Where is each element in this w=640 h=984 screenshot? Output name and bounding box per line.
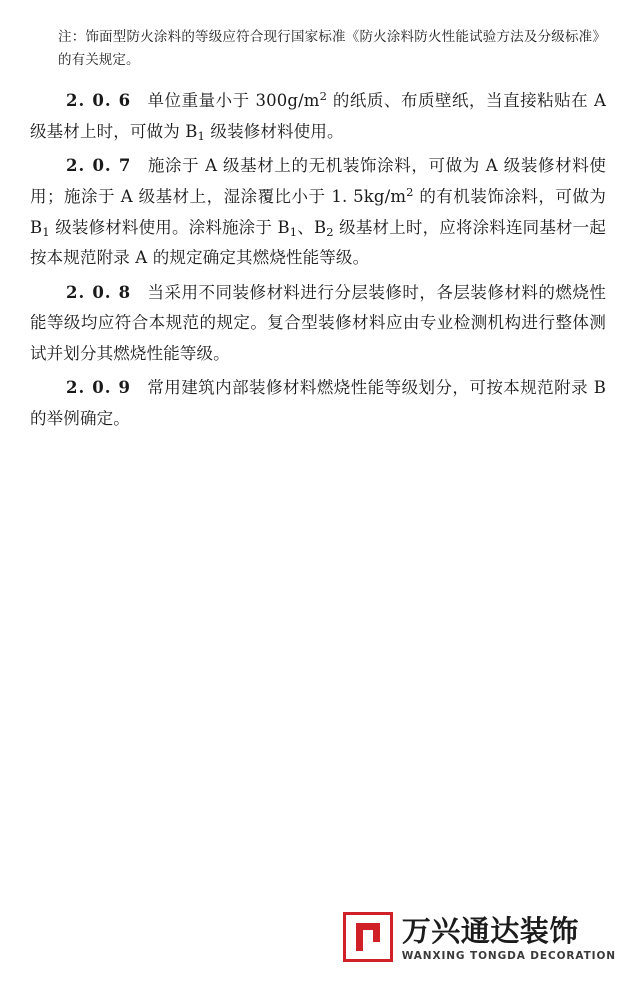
clause-text-run: B bbox=[30, 217, 43, 237]
clause-text-run: 1. 5kg/m bbox=[331, 186, 407, 206]
clause-text-run: A bbox=[205, 156, 218, 176]
clause-text-run: 的举例确定。 bbox=[30, 408, 130, 428]
logo-mark-icon bbox=[343, 912, 393, 962]
clause-text-run: 的纸质、布质壁纸，当直接粘贴在 bbox=[327, 91, 594, 111]
logo-company-name-en: WANXING TONGDA DECORATION bbox=[401, 950, 616, 962]
clause-number: 2. 0. 9 bbox=[66, 378, 132, 398]
logo-company-name-cn: 万兴通达装饰 bbox=[401, 913, 579, 948]
clause-text-run: 级基材上时，可做为 bbox=[30, 121, 186, 141]
clause-paragraph bbox=[30, 86, 606, 147]
clause-paragraph bbox=[30, 373, 606, 434]
note-text: 饰面型防火涂料的等级应符合现行国家标准《防火涂料防火性能试验方法及分级标准》的有关规定。 bbox=[58, 29, 606, 69]
clause-number: 2. 0. 6 bbox=[66, 91, 132, 111]
clause-text-run: 级装修材料使用。 bbox=[205, 121, 344, 141]
clause-text-run: 施涂于 bbox=[147, 156, 206, 176]
clause-list bbox=[30, 86, 606, 434]
clause-text-run: 的规定确定其燃烧性能等级。 bbox=[147, 248, 370, 268]
logo-text-block bbox=[401, 913, 616, 962]
clause-paragraph bbox=[30, 151, 606, 273]
clause-text-run: 2 bbox=[319, 89, 328, 104]
logo-frame-shape bbox=[343, 912, 393, 962]
clause-text-run: 、 bbox=[297, 217, 314, 237]
clause-text-run: A bbox=[135, 248, 148, 268]
clause-text-run: 当采用不同装修材料进行分层装修时，各层装修材料的燃烧性能等级均应符合本规范的规定。复合型装修材料应由专业检测机构进行整体测试并划分其燃烧性能等级。 bbox=[30, 282, 606, 363]
logo-bar-vertical-shape bbox=[356, 923, 363, 951]
clause-text-run: A bbox=[120, 186, 133, 206]
clause-text-run: 级装修材料使用。涂料施涂于 bbox=[49, 217, 278, 237]
clause-text-run: 级基材上时，应将涂料连同基材一起按本规范附录 bbox=[30, 217, 607, 268]
clause-text-run: 级基材上，湿涂覆比小于 bbox=[132, 186, 332, 206]
clause-text-run: 常用建筑内部装修材料燃烧性能等级划分，可按本规范附录 bbox=[147, 378, 594, 398]
logo-bar-vertical-two-shape bbox=[373, 923, 380, 942]
clause-paragraph bbox=[30, 278, 606, 370]
clause-number: 2. 0. 7 bbox=[66, 156, 132, 176]
clause-number: 2. 0. 8 bbox=[66, 282, 132, 302]
clause-text-run: 的有机装饰涂料，可做为 bbox=[413, 186, 607, 206]
clause-text-run: 1 bbox=[197, 128, 206, 143]
clause-text-run: 级装修材料使用；施涂于 bbox=[30, 156, 606, 206]
clause-text-run: B bbox=[185, 121, 198, 141]
clause-text-run: 2 bbox=[406, 185, 414, 200]
clause-text-run: B bbox=[313, 217, 327, 237]
company-logo bbox=[343, 912, 616, 962]
clause-text-run: 单位重量小于 bbox=[147, 91, 256, 111]
note-label: 注： bbox=[58, 29, 86, 45]
clause-text-run: B bbox=[277, 217, 290, 237]
clause-text-run: A bbox=[485, 156, 498, 176]
clause-text-run: 300g/m bbox=[255, 91, 320, 111]
clause-text-run: 级基材上的无机装饰涂料，可做为 bbox=[217, 156, 486, 176]
clause-text-run: B bbox=[593, 378, 607, 398]
clause-text-run: 1 bbox=[289, 224, 298, 239]
clause-text-run: A bbox=[593, 91, 607, 111]
clause-text-run: 1 bbox=[42, 224, 50, 239]
clause-text-run: 2 bbox=[326, 224, 334, 239]
note-paragraph bbox=[30, 26, 606, 72]
